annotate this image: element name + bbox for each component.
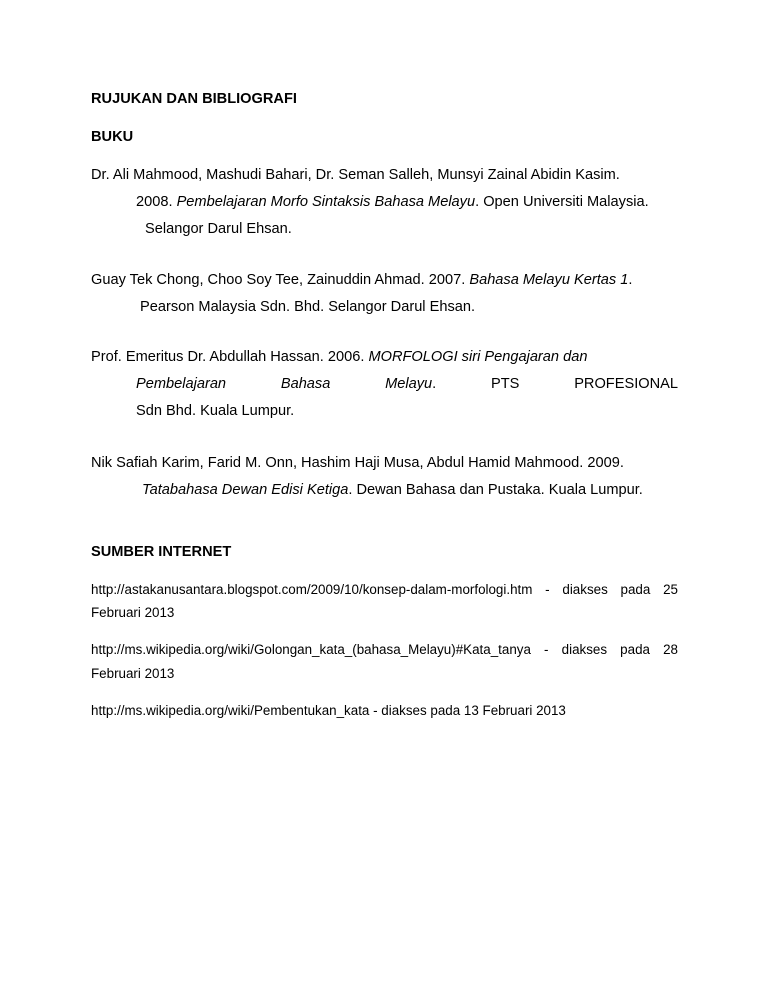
internet-source-3-line-1: http://ms.wikipedia.org/wiki/Pembentukan_kata - diakses pada 13 Februari 2013 [91,703,566,718]
book-2-line-2: Pearson Malaysia Sdn. Bhd. Selangor Darul Ehsan. [140,299,476,315]
internet-source-1-line-2: Februari 2013 [91,605,175,620]
internet-source-2-line-1: http://ms.wikipedia.org/wiki/Golongan_kata_(bahasa_Melayu)#Kata_tanya - diakses pada 28 [91,642,678,657]
book-1-title: Pembelajaran Morfo Sintaksis Bahasa Melayu [176,194,476,210]
internet-source-1-line-1: http://astakanusantara.blogspot.com/2009/10/konsep-dalam-morfologi.htm - diakses pada 25 [91,582,678,597]
book-3-line-3: Sdn Bhd. Kuala Lumpur. [136,403,295,419]
book-3-line-1: Prof. Emeritus Dr. Abdullah Hassan. 2006. MORFOLOGI siri Pengajaran dan [91,349,588,365]
books-heading: BUKU [91,129,134,145]
internet-source-2-line-2: Februari 2013 [91,666,175,681]
book-3-title: MORFOLOGI siri Pengajaran dan [368,349,588,365]
book-1-line-3: Selangor Darul Ehsan. [145,221,292,237]
page-title: RUJUKAN DAN BIBLIOGRAFI [91,91,297,107]
book-2-title: Bahasa Melayu Kertas 1 [469,272,629,288]
book-1-line-2: 2008. Pembelajaran Morfo Sintaksis Bahasa Melayu. Open Universiti Malaysia. [136,194,649,210]
book-4-title: Tatabahasa Dewan Edisi Ketiga [142,482,349,498]
book-4-line-1: Nik Safiah Karim, Farid M. Onn, Hashim Haji Musa, Abdul Hamid Mahmood. 2009. [91,455,624,471]
book-1-line-1: Dr. Ali Mahmood, Mashudi Bahari, Dr. Seman Salleh, Munsyi Zainal Abidin Kasim. [91,167,620,183]
book-2-line-1: Guay Tek Chong, Choo Soy Tee, Zainuddin Ahmad. 2007. Bahasa Melayu Kertas 1. [91,272,633,288]
internet-heading: SUMBER INTERNET [91,544,232,560]
book-3-line-2: Pembelajaran Bahasa Melayu. PTS PROFESIONAL [136,376,678,392]
book-4-line-2: Tatabahasa Dewan Edisi Ketiga. Dewan Bahasa dan Pustaka. Kuala Lumpur. [142,482,643,498]
